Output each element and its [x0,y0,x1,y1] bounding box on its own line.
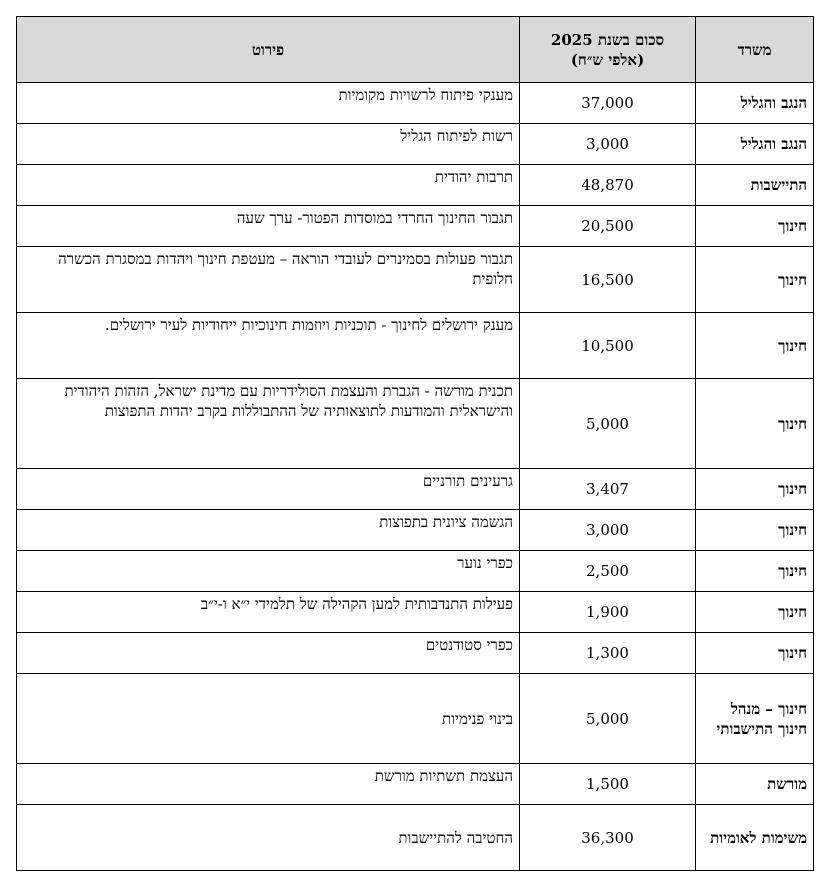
cell-amount: 3,000 [520,510,696,551]
cell-office: חינוך [696,247,814,313]
cell-amount: 20,500 [520,206,696,247]
table-row [17,510,814,551]
table-row [17,633,814,674]
cell-detail: כפרי סטודנטים [17,633,520,674]
table-header-row [17,17,814,83]
table-row [17,124,814,165]
cell-amount: 10,500 [520,313,696,379]
cell-amount: 37,000 [520,83,696,124]
cell-detail: תכנית מורשה - הגברת והעצמת הסולידריות עם מדינת ישראל, הזהות היהודית והישראלית והמודעות לתוצאותיה של ההתבוללות בקרב יהדות התפוצות [17,379,520,469]
cell-detail: מענקי פיתוח לרשויות מקומיות [17,83,520,124]
cell-amount: 3,407 [520,469,696,510]
cell-office: התיישבות [696,165,814,206]
table-row [17,165,814,206]
cell-amount: 1,300 [520,633,696,674]
cell-detail: תגבור פעולות בסמינרים לעובדי הוראה – מעטפת חינוך ויהדות במסגרת הכשרה חלופית [17,247,520,313]
cell-detail: פעילות התנדבותית למען הקהילה של תלמידי י״א ו-י״ב [17,592,520,633]
cell-amount: 5,000 [520,379,696,469]
cell-detail: הגשמה ציונית בתפוצות [17,510,520,551]
cell-detail: כפרי נוער [17,551,520,592]
header-office: משרד [696,17,814,83]
table-row [17,551,814,592]
cell-amount: 2,500 [520,551,696,592]
cell-office: חינוך [696,206,814,247]
cell-detail: גרעינים תורניים [17,469,520,510]
cell-office: משימות לאומיות [696,805,814,871]
table-row [17,764,814,805]
table-row [17,379,814,469]
cell-office: הנגב והגליל [696,124,814,165]
cell-office: מורשת [696,764,814,805]
cell-amount: 36,300 [520,805,696,871]
header-amount-line2: (אלפי ש״ח) [570,50,645,69]
cell-detail: מענק ירושלים לחינוך - תוכניות ויוזמות חינוכיות ייחודיות לעיר ירושלים. [17,313,520,379]
table-row [17,805,814,871]
budget-table [16,16,814,871]
cell-detail: תרבות יהודית [17,165,520,206]
cell-office: חינוך [696,313,814,379]
cell-detail: תגבור החינוך החרדי במוסדות הפטור- ערך שעה [17,206,520,247]
table-row [17,469,814,510]
header-amount-line1: סכום בשנת 2025 [550,30,665,49]
table-row [17,674,814,764]
cell-detail: החטיבה להתיישבות [17,805,520,871]
table-row [17,592,814,633]
header-amount [520,17,696,83]
cell-amount: 1,900 [520,592,696,633]
cell-office: חינוך [696,510,814,551]
cell-amount: 16,500 [520,247,696,313]
cell-office: הנגב והגליל [696,83,814,124]
cell-amount: 3,000 [520,124,696,165]
cell-office: חינוך – מנהל חינוך התישבותי [696,674,814,764]
cell-office: חינוך [696,633,814,674]
table-body [17,83,814,871]
cell-office: חינוך [696,379,814,469]
cell-detail: העצמת תשתיות מורשת [17,764,520,805]
cell-amount: 48,870 [520,165,696,206]
table-row [17,247,814,313]
cell-office: חינוך [696,551,814,592]
cell-amount: 1,500 [520,764,696,805]
cell-detail: בינוי פנימיות [17,674,520,764]
cell-amount: 5,000 [520,674,696,764]
cell-office: חינוך [696,469,814,510]
header-detail: פירוט [17,17,520,83]
table-row [17,313,814,379]
cell-office: חינוך [696,592,814,633]
table-row [17,206,814,247]
table-row [17,83,814,124]
cell-detail: רשות לפיתוח הגליל [17,124,520,165]
